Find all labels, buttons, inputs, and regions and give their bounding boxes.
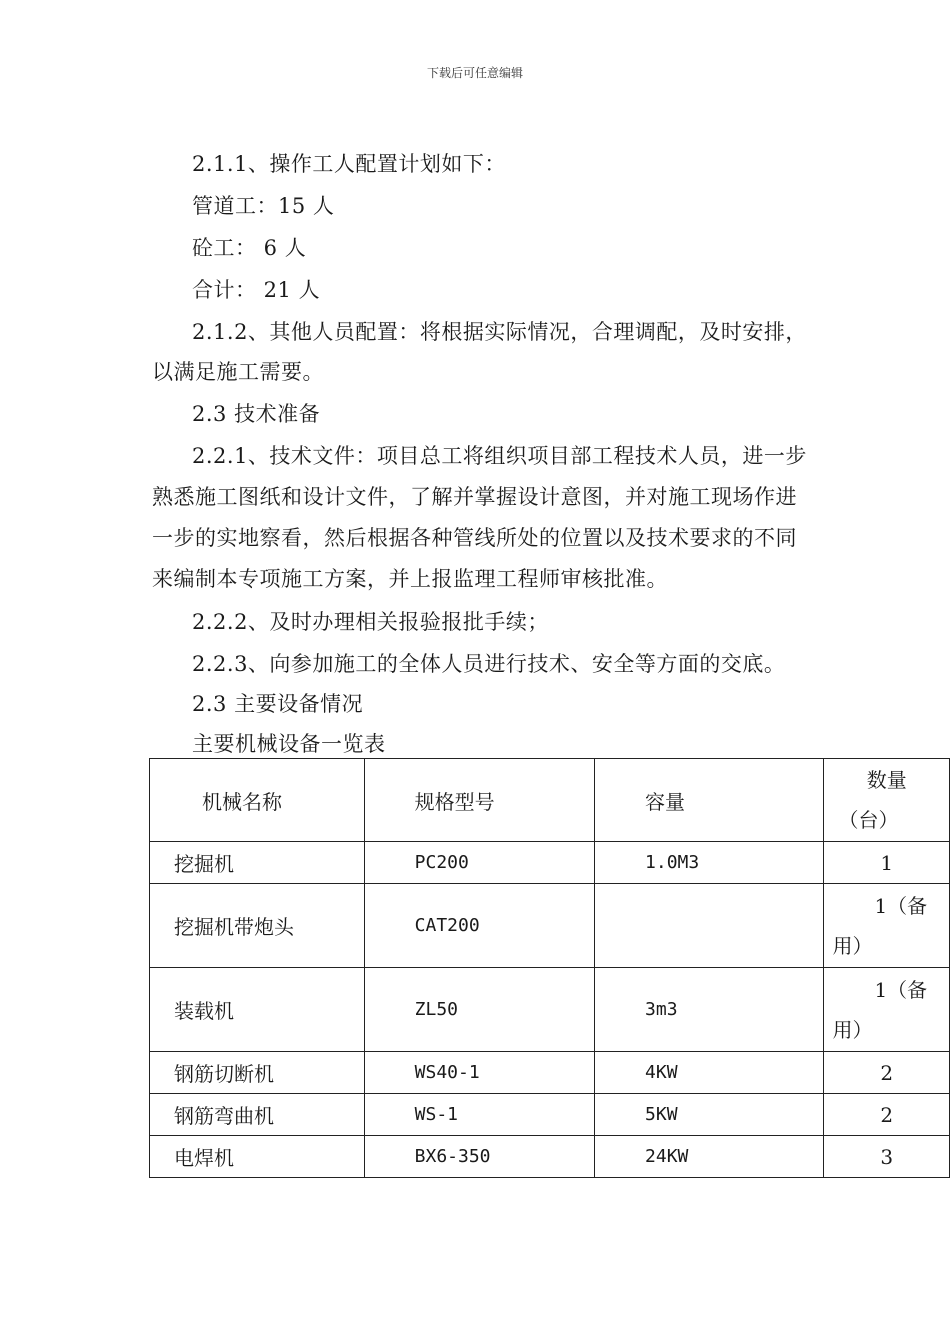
table-row	[150, 968, 950, 1052]
table-header-row	[150, 759, 950, 842]
cell-qty-l1: 1（备	[874, 977, 928, 1002]
para-tech-docs: 2.2.1、技术文件：项目总工将组织项目部工程技术人员，进一步	[192, 444, 807, 468]
cell-qty: 1	[824, 842, 950, 884]
cell-qty: 2	[824, 1094, 950, 1136]
header-capacity: 容量	[595, 759, 824, 842]
cell-qty: 2	[824, 1052, 950, 1094]
cell-capacity: 24KW	[595, 1136, 824, 1178]
para-worker-plan: 2.1.1、操作工人配置计划如下：	[192, 152, 506, 176]
para-other-staff-cont: 以满足施工需要。	[152, 360, 324, 384]
cell-capacity: 3m3	[595, 968, 824, 1052]
para-tech-docs-l2: 熟悉施工图纸和设计文件，了解并掌握设计意图，并对施工现场作进	[152, 485, 797, 509]
section-equipment: 2.3 主要设备情况	[192, 692, 364, 716]
para-pipe-workers: 管道工：15 人	[192, 194, 335, 218]
cell-capacity: 1.0M3	[595, 842, 824, 884]
header-qty	[824, 759, 950, 842]
cell-capacity: 5KW	[595, 1094, 824, 1136]
table-row	[150, 1094, 950, 1136]
cell-model: PC200	[364, 842, 594, 884]
cell-model: WS-1	[364, 1094, 594, 1136]
header-name: 机械名称	[150, 759, 365, 842]
header-model: 规格型号	[364, 759, 594, 842]
cell-name: 装载机	[150, 968, 365, 1052]
para-tech-docs-l3: 一步的实地察看，然后根据各种管线所处的位置以及技术要求的不同	[152, 526, 797, 550]
cell-name: 钢筋切断机	[150, 1052, 365, 1094]
para-tech-docs-l4: 来编制本专项施工方案，并上报监理工程师审核批准。	[152, 567, 668, 591]
cell-name: 钢筋弯曲机	[150, 1094, 365, 1136]
para-approval: 2.2.2、及时办理相关报验报批手续；	[192, 610, 549, 634]
cell-model: WS40-1	[364, 1052, 594, 1094]
cell-model: BX6-350	[364, 1136, 594, 1178]
cell-qty: 3	[824, 1136, 950, 1178]
para-concrete-workers: 砼工： 6 人	[192, 236, 307, 260]
para-total: 合计： 21 人	[192, 278, 321, 302]
para-briefing: 2.2.3、向参加施工的全体人员进行技术、安全等方面的交底。	[192, 652, 786, 676]
equipment-table	[149, 758, 950, 1178]
table-row	[150, 1052, 950, 1094]
cell-qty	[824, 968, 950, 1052]
cell-model: ZL50	[364, 968, 594, 1052]
cell-capacity	[595, 884, 824, 968]
cell-name: 挖掘机	[150, 842, 365, 884]
cell-qty-l2: 用）	[832, 933, 873, 958]
cell-model: CAT200	[364, 884, 594, 968]
header-qty-l2: （台）	[838, 808, 899, 832]
section-tech-prep: 2.3 技术准备	[192, 402, 321, 426]
cell-name: 挖掘机带炮头	[150, 884, 365, 968]
para-other-staff: 2.1.2、其他人员配置：将根据实际情况，合理调配，及时安排，	[192, 320, 807, 344]
page-header: 下载后可任意编辑	[426, 66, 523, 80]
table-row	[150, 1136, 950, 1178]
cell-capacity: 4KW	[595, 1052, 824, 1094]
table-row	[150, 884, 950, 968]
cell-name: 电焊机	[150, 1136, 365, 1178]
header-qty-l1: 数量	[866, 768, 907, 792]
table-caption: 主要机械设备一览表	[192, 732, 386, 756]
table-row	[150, 842, 950, 884]
cell-qty-l2: 用）	[832, 1017, 873, 1042]
cell-qty-l1: 1（备	[874, 893, 928, 918]
cell-qty	[824, 884, 950, 968]
